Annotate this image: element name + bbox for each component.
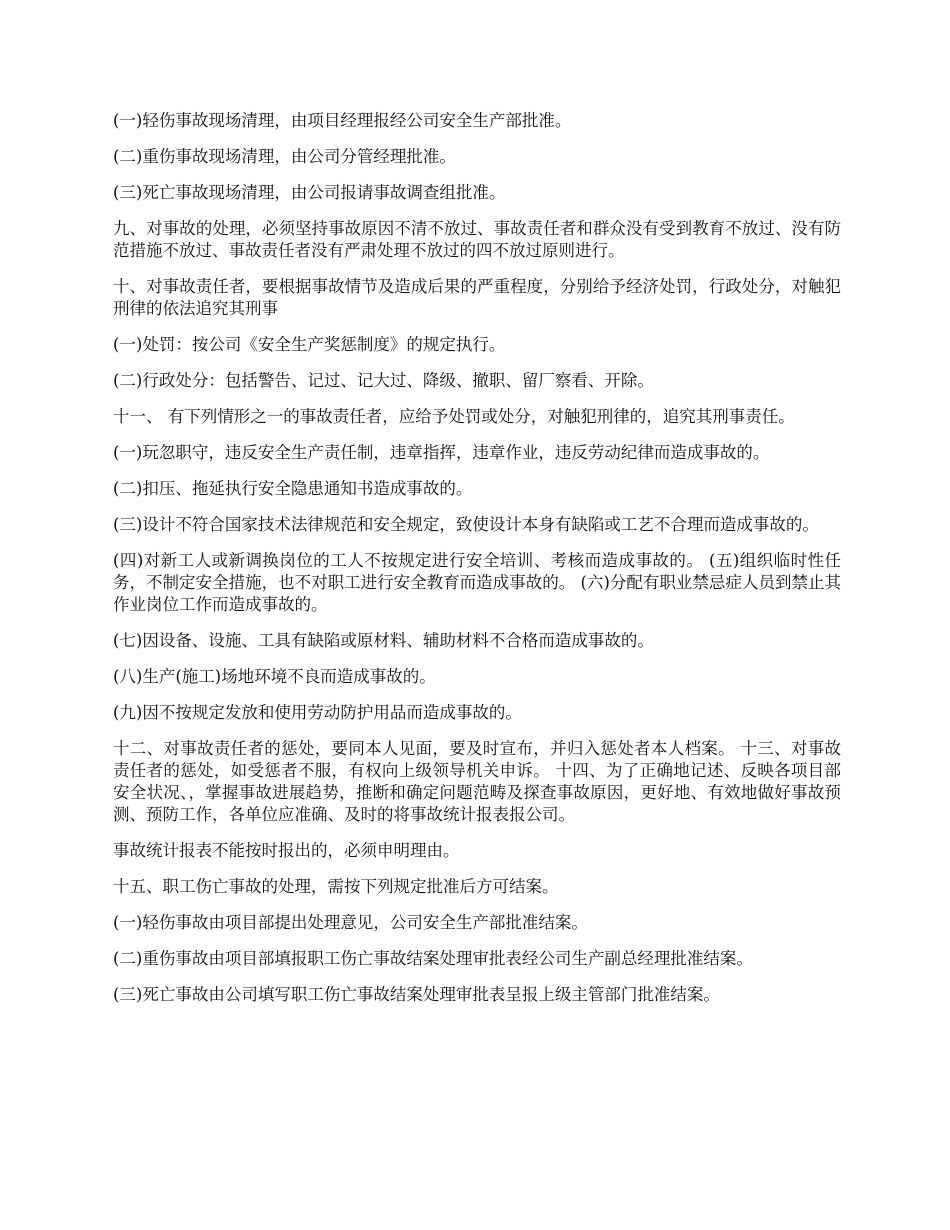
paragraph: (一)玩忽职守，违反安全生产责任制，违章指挥，违章作业，违反劳动纪律而造成事故的。 [113,443,770,462]
paragraph: 十一、 有下列情形之一的事故责任者，应给予处罚或处分，对触犯刑律的，追究其刑事责任。 [113,407,795,426]
paragraph: 事故统计报表不能按时报出的，必须申明理由。 [113,841,460,860]
paragraph: 十五、职工伤亡事故的处理，需按下列规定批准后方可结案。 [113,877,559,896]
paragraph: (二)重伤事故由项目部填报职工伤亡事故结案处理审批表经公司生产副总经理批准结案。 [113,949,753,968]
paragraph: (七)因设备、设施、工具有缺陷或原材料、辅助材料不合格而造成事故的。 [113,631,654,650]
paragraph: (二)行政处分：包括警告、记过、记大过、降级、撤职、留厂察看、开除。 [113,371,654,390]
paragraph: (三)死亡事故由公司填写职工伤亡事故结案处理审批表呈报上级主管部门批准结案。 [113,985,720,1004]
paragraph: (三)死亡事故现场清理，由公司报请事故调查组批准。 [113,183,506,202]
paragraph: (九)因不按规定发放和使用劳动防护用品而造成事故的。 [113,703,522,722]
paragraph: (一)轻伤事故由项目部提出处理意见，公司安全生产部批准结案。 [113,913,588,932]
paragraph: (二)重伤事故现场清理，由公司分管经理批准。 [113,147,456,166]
paragraph: (一)轻伤事故现场清理，由项目经理报经公司安全生产部批准。 [113,111,572,130]
paragraph: (三)设计不符合国家技术法律规范和安全规定，致使设计本身有缺陷或工艺不合理而造成事故的。 [113,515,819,534]
paragraph: (一)处罚：按公司《安全生产奖惩制度》的规定执行。 [113,335,506,354]
paragraph: 十、对事故责任者，要根据事故情节及造成后果的严重程度，分别给予经济处罚，行政处分，对触犯刑律的依法追究其刑事 [113,277,841,318]
document-body [113,110,841,1020]
paragraph: (二)扣压、拖延执行安全隐患通知书造成事故的。 [113,479,473,498]
paragraph: (四)对新工人或新调换岗位的工人不按规定进行安全培训、考核而造成事故的。 (五)组织临时性任务，不制定安全措施，也不对职工进行安全教育而造成事故的。 (六)分配有职业禁忌症人员到禁止其作业岗位工作而造成事故的。 [113,551,841,614]
paragraph: 十二、对事故责任者的惩处，要同本人见面，要及时宣布，并归入惩处者本人档案。 十三、对事故责任者的惩处，如受惩者不服，有权向上级领导机关申诉。 十四、为了正确地记述、反映各项目部安全状况、，掌握事故进展趋势，推断和确定问题范畴及探查事故原因，更好地、有效地做好事故预测、预防工作，各单位应准确、及时的将事故统计报表报公司。 [113,739,841,824]
paragraph: (八)生产(施工)场地环境不良而造成事故的。 [113,667,436,686]
paragraph: 九、对事故的处理，必须坚持事故原因不清不放过、事故责任者和群众没有受到教育不放过、没有防范措施不放过、事故责任者没有严肃处理不放过的四不放过原则进行。 [113,219,841,260]
